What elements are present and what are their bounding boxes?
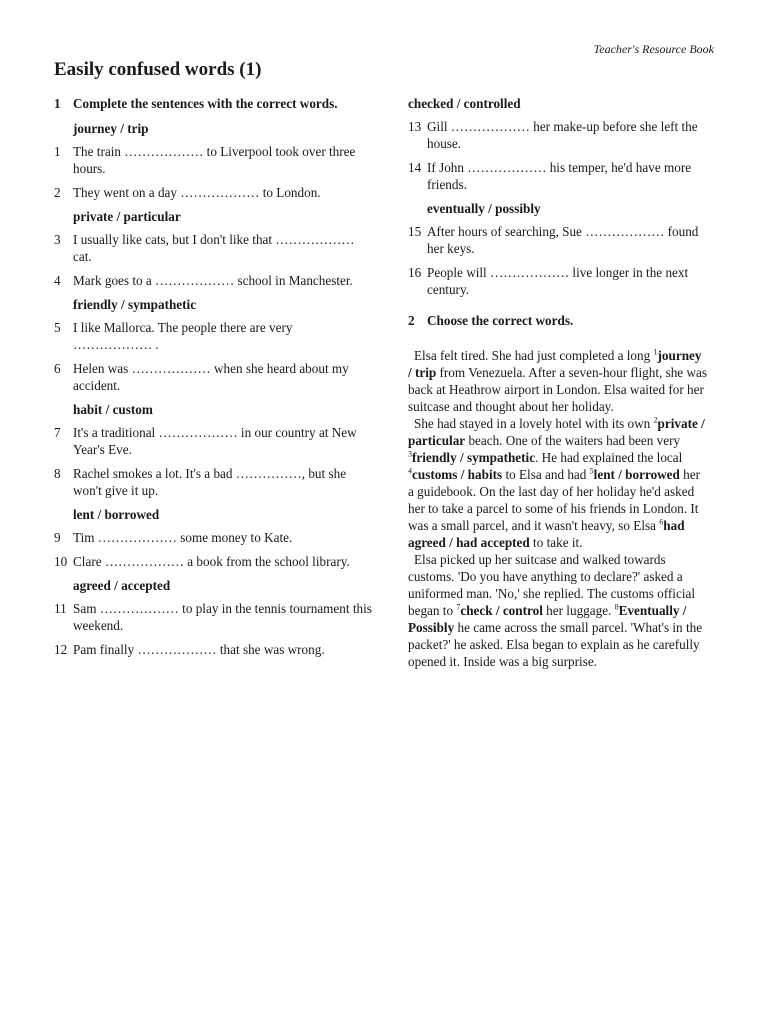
gap-number: 1 bbox=[653, 347, 658, 357]
item-text: Tim ……………… some money to Kate. bbox=[73, 530, 293, 545]
list-item bbox=[54, 424, 374, 458]
page-title: Easily confused words (1) bbox=[54, 59, 262, 80]
item-number: 5 bbox=[54, 320, 61, 335]
gap-number: 6 bbox=[659, 517, 664, 527]
item-number: 8 bbox=[54, 466, 61, 481]
word-pair-heading: friendly / sympathetic bbox=[73, 297, 197, 312]
item-text: Mark goes to a ……………… school in Manchester. bbox=[73, 273, 353, 288]
passage-text: . He had explained the local bbox=[535, 450, 683, 465]
choice-option: had agreed / had accepted bbox=[408, 518, 685, 550]
passage-text: her luggage. bbox=[542, 603, 615, 618]
item-number: 2 bbox=[54, 185, 61, 200]
gap-number: 4 bbox=[408, 466, 412, 476]
passage-text: to take it. bbox=[529, 535, 583, 550]
list-item bbox=[54, 319, 374, 353]
item-text: I like Mallorca. The people there are very ……………… . bbox=[73, 320, 293, 352]
item-text: Gill ……………… her make-up before she left the house. bbox=[427, 119, 698, 151]
passage-paragraph bbox=[408, 415, 708, 551]
choice-option: private / particular bbox=[408, 416, 705, 448]
word-pair-heading: eventually / possibly bbox=[427, 201, 541, 216]
item-text: The train ……………… to Liverpool took over three hours. bbox=[73, 144, 356, 176]
passage-paragraph bbox=[408, 347, 708, 415]
word-pair-heading: private / particular bbox=[73, 209, 181, 224]
gap-number: 5 bbox=[589, 466, 594, 476]
item-number: 14 bbox=[408, 160, 422, 175]
word-pair-heading: checked / controlled bbox=[408, 96, 521, 111]
passage-text: her a guidebook. On the last day of her holiday he'd asked her to take a parcel to some of his friends in London. It was a small parcel, and it wasn't heavy, so Elsa bbox=[408, 467, 701, 533]
list-item bbox=[54, 184, 374, 201]
item-number: 9 bbox=[54, 530, 61, 545]
item-text: It's a traditional ……………… in our country at New Year's Eve. bbox=[73, 425, 357, 457]
passage-text: Elsa picked up her suitcase and walked towards customs. 'Do you have anything to declare?' asked a uniformed man. 'No,' she replied. The customs official began to bbox=[408, 552, 695, 618]
list-item bbox=[408, 223, 718, 257]
list-item bbox=[54, 465, 374, 499]
item-text: Rachel smokes a lot. It's a bad ……………, but she won't give it up. bbox=[73, 466, 347, 498]
item-number: 10 bbox=[54, 554, 68, 569]
item-number: 6 bbox=[54, 361, 61, 376]
item-number: 13 bbox=[408, 119, 422, 134]
instruction-text: Complete the sentences with the correct words. bbox=[73, 96, 338, 111]
exercise-number: 1 bbox=[54, 96, 61, 111]
word-pair-heading: lent / borrowed bbox=[73, 507, 160, 522]
item-text: Pam finally ……………… that she was wrong. bbox=[73, 642, 325, 657]
word-pair-heading: agreed / accepted bbox=[73, 578, 171, 593]
list-item bbox=[408, 264, 718, 298]
passage-text: to Elsa and had bbox=[502, 467, 590, 482]
list-item bbox=[54, 641, 374, 658]
gap-number: 3 bbox=[408, 449, 412, 459]
word-pair-heading: habit / custom bbox=[73, 402, 153, 417]
item-text: They went on a day ……………… to London. bbox=[73, 185, 321, 200]
passage-text: from Venezuela. After a seven-hour flight, she was back at Heathrow airport in London. Elsa waited for her suitcase and thought about her holiday. bbox=[408, 365, 707, 414]
book-label: Teacher's Resource Book bbox=[593, 42, 714, 56]
gap-number: 7 bbox=[456, 602, 461, 612]
list-item bbox=[54, 360, 374, 394]
list-item bbox=[54, 553, 374, 570]
item-number: 16 bbox=[408, 265, 422, 280]
item-text: Sam ……………… to play in the tennis tournament this weekend. bbox=[73, 601, 372, 633]
list-item bbox=[54, 231, 374, 265]
right-column bbox=[408, 95, 718, 670]
item-number: 1 bbox=[54, 144, 61, 159]
passage-text: Elsa felt tired. She had just completed a long bbox=[414, 348, 654, 363]
list-item bbox=[54, 272, 374, 289]
choice-option: friendly / sympathetic bbox=[412, 450, 536, 465]
reading-passage bbox=[408, 347, 708, 670]
list-item bbox=[408, 159, 718, 193]
item-text: Helen was ……………… when she heard about my accident. bbox=[73, 361, 349, 393]
list-item bbox=[54, 529, 374, 546]
left-column bbox=[54, 95, 374, 665]
choice-option: check / control bbox=[460, 603, 543, 618]
item-text: If John ……………… his temper, he'd have more friends. bbox=[427, 160, 692, 192]
gap-number: 2 bbox=[653, 415, 658, 425]
item-text: After hours of searching, Sue ……………… found her keys. bbox=[427, 224, 699, 256]
choice-option: lent / borrowed bbox=[593, 467, 680, 482]
item-number: 4 bbox=[54, 273, 61, 288]
word-pair-heading: journey / trip bbox=[73, 121, 149, 136]
item-number: 15 bbox=[408, 224, 422, 239]
passage-text: beach. One of the waiters had been very bbox=[465, 433, 681, 448]
gap-number: 8 bbox=[614, 602, 619, 612]
exercise-1-instruction bbox=[54, 95, 374, 112]
item-text: People will ……………… live longer in the next century. bbox=[427, 265, 689, 297]
item-number: 12 bbox=[54, 642, 68, 657]
exercise-number: 2 bbox=[408, 313, 415, 328]
item-text: Clare ……………… a book from the school library. bbox=[73, 554, 350, 569]
item-number: 7 bbox=[54, 425, 61, 440]
item-number: 11 bbox=[54, 601, 67, 616]
exercise-2-instruction bbox=[408, 312, 718, 329]
item-text: I usually like cats, but I don't like that ……………… cat. bbox=[73, 232, 355, 264]
passage-paragraph bbox=[408, 551, 708, 670]
passage-text: She had stayed in a lovely hotel with its own bbox=[414, 416, 654, 431]
item-number: 3 bbox=[54, 232, 61, 247]
list-item bbox=[408, 118, 718, 152]
choice-option: journey / trip bbox=[408, 348, 702, 380]
choice-option: Eventually / Possibly bbox=[408, 603, 687, 635]
choice-option: customs / habits bbox=[412, 467, 503, 482]
passage-text: he came across the small parcel. 'What's in the packet?' he asked. Elsa began to explain as he carefully opened it. Inside was a big surprise. bbox=[408, 620, 703, 669]
instruction-text: Choose the correct words. bbox=[427, 313, 574, 328]
list-item bbox=[54, 143, 374, 177]
list-item bbox=[54, 600, 374, 634]
